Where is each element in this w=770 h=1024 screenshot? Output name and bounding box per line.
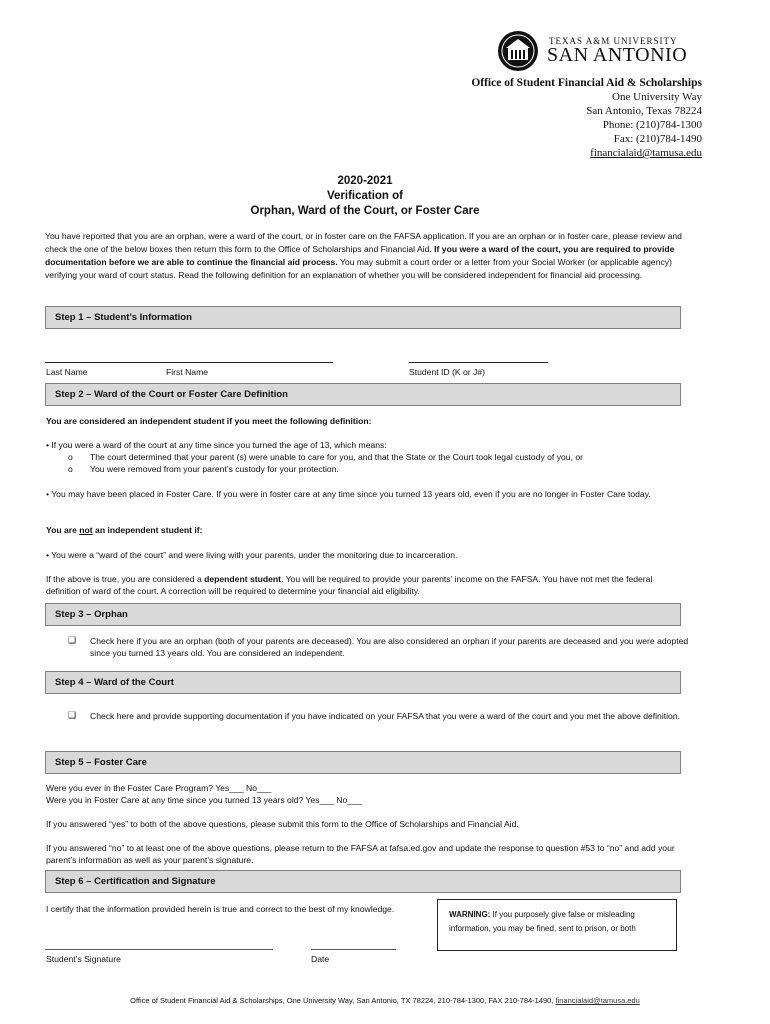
not-independent-item: • You were a “ward of the court” and were living with your parents, under the monitoring due to incarceration. xyxy=(46,550,458,560)
ward-sub-item-1: The court determined that your parent (s) were unable to care for you, and that the State or the Court took legal custody of you, or xyxy=(90,452,583,462)
first-name-label: First Name xyxy=(166,367,209,377)
page-footer xyxy=(0,996,770,1005)
foster-no-instructions: If you answered “no” to at least one of the above questions, please return to the FAFSA at fafsa.ed.gov and update the response to question #53 to “no” and add your parent’s information as well as your parent’s signature. xyxy=(46,843,675,865)
warning-body: If you purposely give false or misleading information, you may be fined, sent to prison, or both xyxy=(449,910,636,933)
last-name-label: Last Name xyxy=(46,367,88,377)
foster-yes-instructions: If you answered “yes” to both of the above questions, please submit this form to the Office of Scholarships and Financial Aid. xyxy=(46,819,519,829)
step1-title: Step 1 – Student’s Information xyxy=(55,312,192,323)
signature-line[interactable] xyxy=(45,949,273,950)
university-seal-icon xyxy=(497,30,539,72)
office-email-link[interactable]: financialaid@tamusa.edu xyxy=(590,147,702,159)
certification-text: I certify that the information provided herein is true and correct to the best of my knowledge. xyxy=(46,904,395,914)
office-address-block xyxy=(471,76,702,160)
student-id-label: Student ID (K or J#) xyxy=(409,367,485,377)
footer-text: Office of Student Financial Aid & Scholarships, One University Way, San Antonio, TX 78224, 210-784-1300, FAX 210-784-1490, xyxy=(130,996,556,1005)
orphan-checkbox[interactable]: ❑ xyxy=(68,635,77,645)
orphan-text: Check here if you are an orphan (both of your parents are deceased). You are also considered an orphan if your parents are deceased and you were adopted since you turned 13 years old. You are considered an independent. xyxy=(90,636,689,658)
ward-intro: • If you were a ward of the court at any time since you turned the age of 13, which means: xyxy=(46,440,387,450)
not-independent-heading xyxy=(46,524,202,536)
step6-title: Step 6 – Certification and Signature xyxy=(55,876,216,887)
date-line[interactable] xyxy=(311,949,396,950)
dependent-paragraph xyxy=(46,573,686,597)
step4-title: Step 4 – Ward of the Court xyxy=(55,677,174,688)
not-heading-post: an independent student if: xyxy=(92,525,203,535)
step2-title: Step 2 – Ward of the Court or Foster Care Definition xyxy=(55,389,288,400)
step1-header xyxy=(45,306,681,329)
office-address-line1: One University Way xyxy=(612,91,702,103)
intro-text-2: You may submit a court order or a letter from your Social Worker (or applicable agency) verifying your ward of court status. Read the following definition for an explanation of whether you will be considered independent for financial aid processing. xyxy=(45,257,672,280)
date-label: Date xyxy=(311,954,330,964)
dependent-post: . You will be required to provide your parents’ income on the FAFSA. You have not met the federal definition of ward of the court. A correction will be required to determine your financial aid eligibility. xyxy=(46,574,653,596)
step5-header xyxy=(45,751,681,774)
foster-question-1[interactable]: Were you ever in the Foster Care Program? Yes___ No___ xyxy=(46,783,272,793)
not-heading-pre: You are xyxy=(46,525,80,535)
footer-email-link[interactable]: financialaid@tamusa.edu xyxy=(555,996,640,1005)
office-address-line2: San Antonio, Texas 78224 xyxy=(586,105,702,117)
logo-university-small: TEXAS A&M UNIVERSITY xyxy=(549,36,678,46)
office-fax: Fax: (210)784-1490 xyxy=(613,133,702,145)
not-heading-not: not xyxy=(79,525,93,535)
independent-heading: You are considered an independent student if you meet the following definition: xyxy=(46,416,372,426)
step2-header xyxy=(45,383,681,406)
sub-bullet-1: o xyxy=(68,452,73,462)
step6-header xyxy=(45,870,681,893)
signature-label: Student’s Signature xyxy=(46,954,121,964)
student-id-line[interactable] xyxy=(409,362,548,363)
name-line[interactable] xyxy=(45,362,333,363)
form-title-line1: Verification of xyxy=(326,190,404,202)
ward-checkbox[interactable]: ❑ xyxy=(68,710,77,720)
sub-bullet-2: o xyxy=(68,464,73,474)
university-logo xyxy=(497,30,702,72)
ward-sub-item-2: You were removed from your parent’s custody for your protection. xyxy=(90,464,339,474)
warning-box xyxy=(437,899,677,951)
logo-university-big: SAN ANTONIO xyxy=(547,44,688,66)
foster-care-definition: • You may have been placed in Foster Care. If you were in foster care at any time since you turned 13 years old, even if you are no longer in Foster Care today. xyxy=(46,489,651,499)
ward-text: Check here and provide supporting documentation if you have indicated on your FAFSA that you were a ward of the court and you met the above definition. xyxy=(90,711,680,721)
warning-label: WARNING: xyxy=(449,910,491,919)
office-phone: Phone: (210)784-1300 xyxy=(602,119,702,131)
step4-header xyxy=(45,671,681,694)
step5-title: Step 5 – Foster Care xyxy=(55,757,147,768)
intro-paragraph xyxy=(45,230,705,282)
intro-text-1: You have reported that you are an orphan, were a ward of the court, or in foster care on the FAFSA application. If you are an orphan or in foster care, please review and check the one of the below boxes then return this form to the Office of Scholarships and Financial Aid. xyxy=(45,231,682,254)
form-year: 2020-2021 xyxy=(337,175,393,187)
step3-header xyxy=(45,603,681,626)
step3-title: Step 3 – Orphan xyxy=(55,609,128,620)
foster-question-2[interactable]: Were you in Foster Care at any time since you turned 13 years old? Yes___ No___ xyxy=(46,795,362,805)
dependent-pre: If the above is true, you are considered a xyxy=(46,574,205,584)
intro-text-bold: If you were a ward of the court, you are required to provide documentation before we are able to continue the financial aid process. xyxy=(45,244,675,267)
office-title: Office of Student Financial Aid & Scholarships xyxy=(471,77,702,89)
dependent-bold: dependent student xyxy=(204,574,281,584)
form-title-line2: Orphan, Ward of the Court, or Foster Care xyxy=(250,205,480,217)
warning-text xyxy=(449,908,669,936)
